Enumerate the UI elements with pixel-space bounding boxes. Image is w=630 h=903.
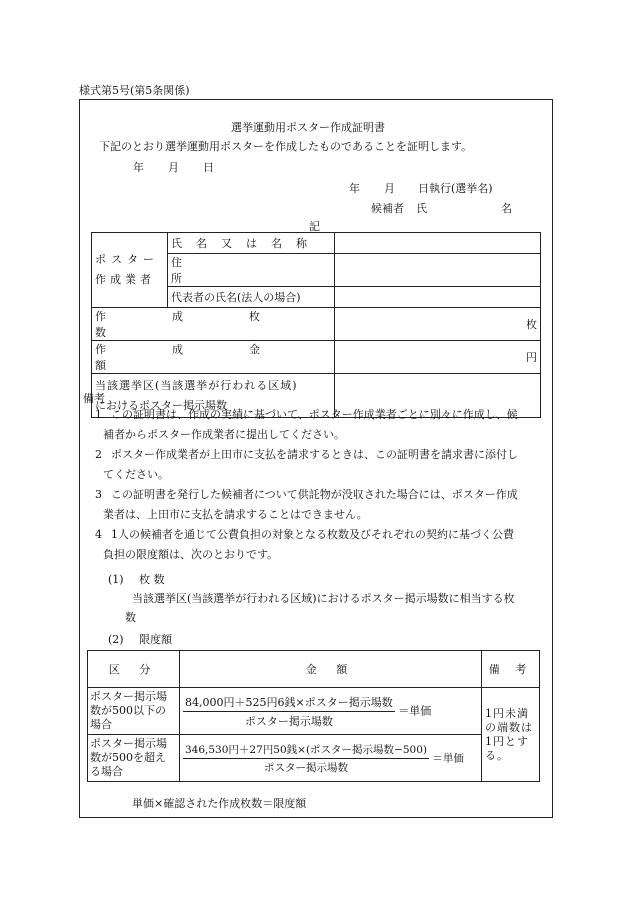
limit-table [87, 650, 540, 782]
form-number: 様式第5号(第5条関係) [79, 84, 190, 97]
remarks-title: 備考 [83, 392, 105, 405]
amount-unit: 円 [526, 351, 537, 364]
intro-text: 下記のとおり選挙運動用ポスターを作成したものであることを証明します。 [99, 140, 473, 153]
header-note: 備 考 [482, 651, 540, 688]
count-unit: 枚 [526, 318, 537, 331]
remark-4: 4 1人の候補者を通じて公費負担の対象となる枚数及びそれぞれの契約に基づく公費 負担の限度額は、次のとおりです。 [95, 528, 514, 561]
row2-formula [180, 735, 482, 782]
row2-label: ポスター掲示場 数が500を超え る場合 [88, 735, 180, 782]
district-label-line2: におけるポスター掲示場数 [95, 398, 227, 412]
candidate-label: 候補者 [371, 202, 404, 215]
row2-denominator: ポスター掲示場数 [263, 761, 348, 774]
maker-group-line1: ポスター [95, 253, 159, 266]
row2-numerator: 346,530円＋27円50銭×(ポスター掲示場数−500) [183, 742, 429, 759]
maker-name-field[interactable] [335, 233, 541, 254]
maker-address-label: 住所 [168, 254, 335, 287]
row1-label: ポスター掲示場 数が500以下の 場合 [88, 688, 180, 735]
sub1-text-line2: 数 [125, 611, 136, 624]
row1-formula [180, 688, 482, 735]
election-year: 年 [349, 182, 360, 195]
header-category: 区 分 [88, 651, 180, 688]
sub1-heading: (1) 枚 数 [108, 573, 165, 586]
form-title: 選挙運動用ポスター作成証明書 [231, 121, 385, 134]
maker-group-line2: 作成業者 [95, 273, 155, 286]
district-label-line1: 当該選挙区(当該選挙が行われる区域) [95, 378, 298, 392]
candidate-name-suffix: 名 [501, 202, 512, 215]
certificate-table [91, 232, 541, 418]
representative-field[interactable] [335, 287, 541, 308]
issue-day: 日 [203, 161, 214, 174]
amount-field[interactable] [335, 341, 541, 374]
row2-fraction [183, 742, 429, 775]
sub2-heading: (2) 限度額 [108, 633, 173, 646]
remark-2: 2 ポスター作成業者が上田市に支払を請求するときは、この証明書を請求書に添付し てください。 [95, 448, 518, 481]
row1-fraction [183, 694, 395, 729]
issue-month: 月 [168, 161, 179, 174]
ki-label: 記 [309, 220, 320, 233]
issue-year: 年 [133, 161, 144, 174]
header-amount: 金 額 [180, 651, 482, 688]
count-field[interactable] [335, 308, 541, 341]
note-cell: 1円未満 の端数は 1円とす る。 [482, 688, 540, 782]
election-month: 月 [384, 182, 395, 195]
amount-label: 作成金額 [92, 341, 335, 374]
footer-formula: 単価×確認された作成枚数＝限度額 [132, 797, 307, 810]
row2-result: ＝単価 [432, 752, 464, 764]
maker-address-field[interactable] [335, 254, 541, 287]
count-label: 作成枚数 [92, 308, 335, 341]
row1-denominator: ポスター掲示場数 [244, 714, 333, 728]
maker-group-label [92, 233, 168, 308]
sub1-text-line1: 当該選挙区(当該選挙が行われる区域)におけるポスター掲示場数に相当する枚 [132, 592, 515, 605]
row1-result: ＝単価 [398, 704, 432, 717]
row1-numerator: 84,000円＋525円6銭×ポスター掲示場数 [183, 694, 395, 712]
candidate-name-label: 氏 [416, 202, 427, 215]
remark-1: 1 この証明書は、作成の実績に基づいて、ポスター作成業者ごとに別々に作成し、候 補者からポスター作成業者に提出してください。 [95, 408, 518, 441]
representative-label: 代表者の氏名(法人の場合) [168, 287, 335, 308]
remark-3: 3 この証明書を発行した候補者について供託物が没収された場合には、ポスター作成 業者は、上田市に支払を請求することはできません。 [95, 488, 518, 521]
election-name: 日執行(選挙名) [418, 182, 493, 195]
maker-name-label: 氏名又は名称 [168, 233, 335, 254]
